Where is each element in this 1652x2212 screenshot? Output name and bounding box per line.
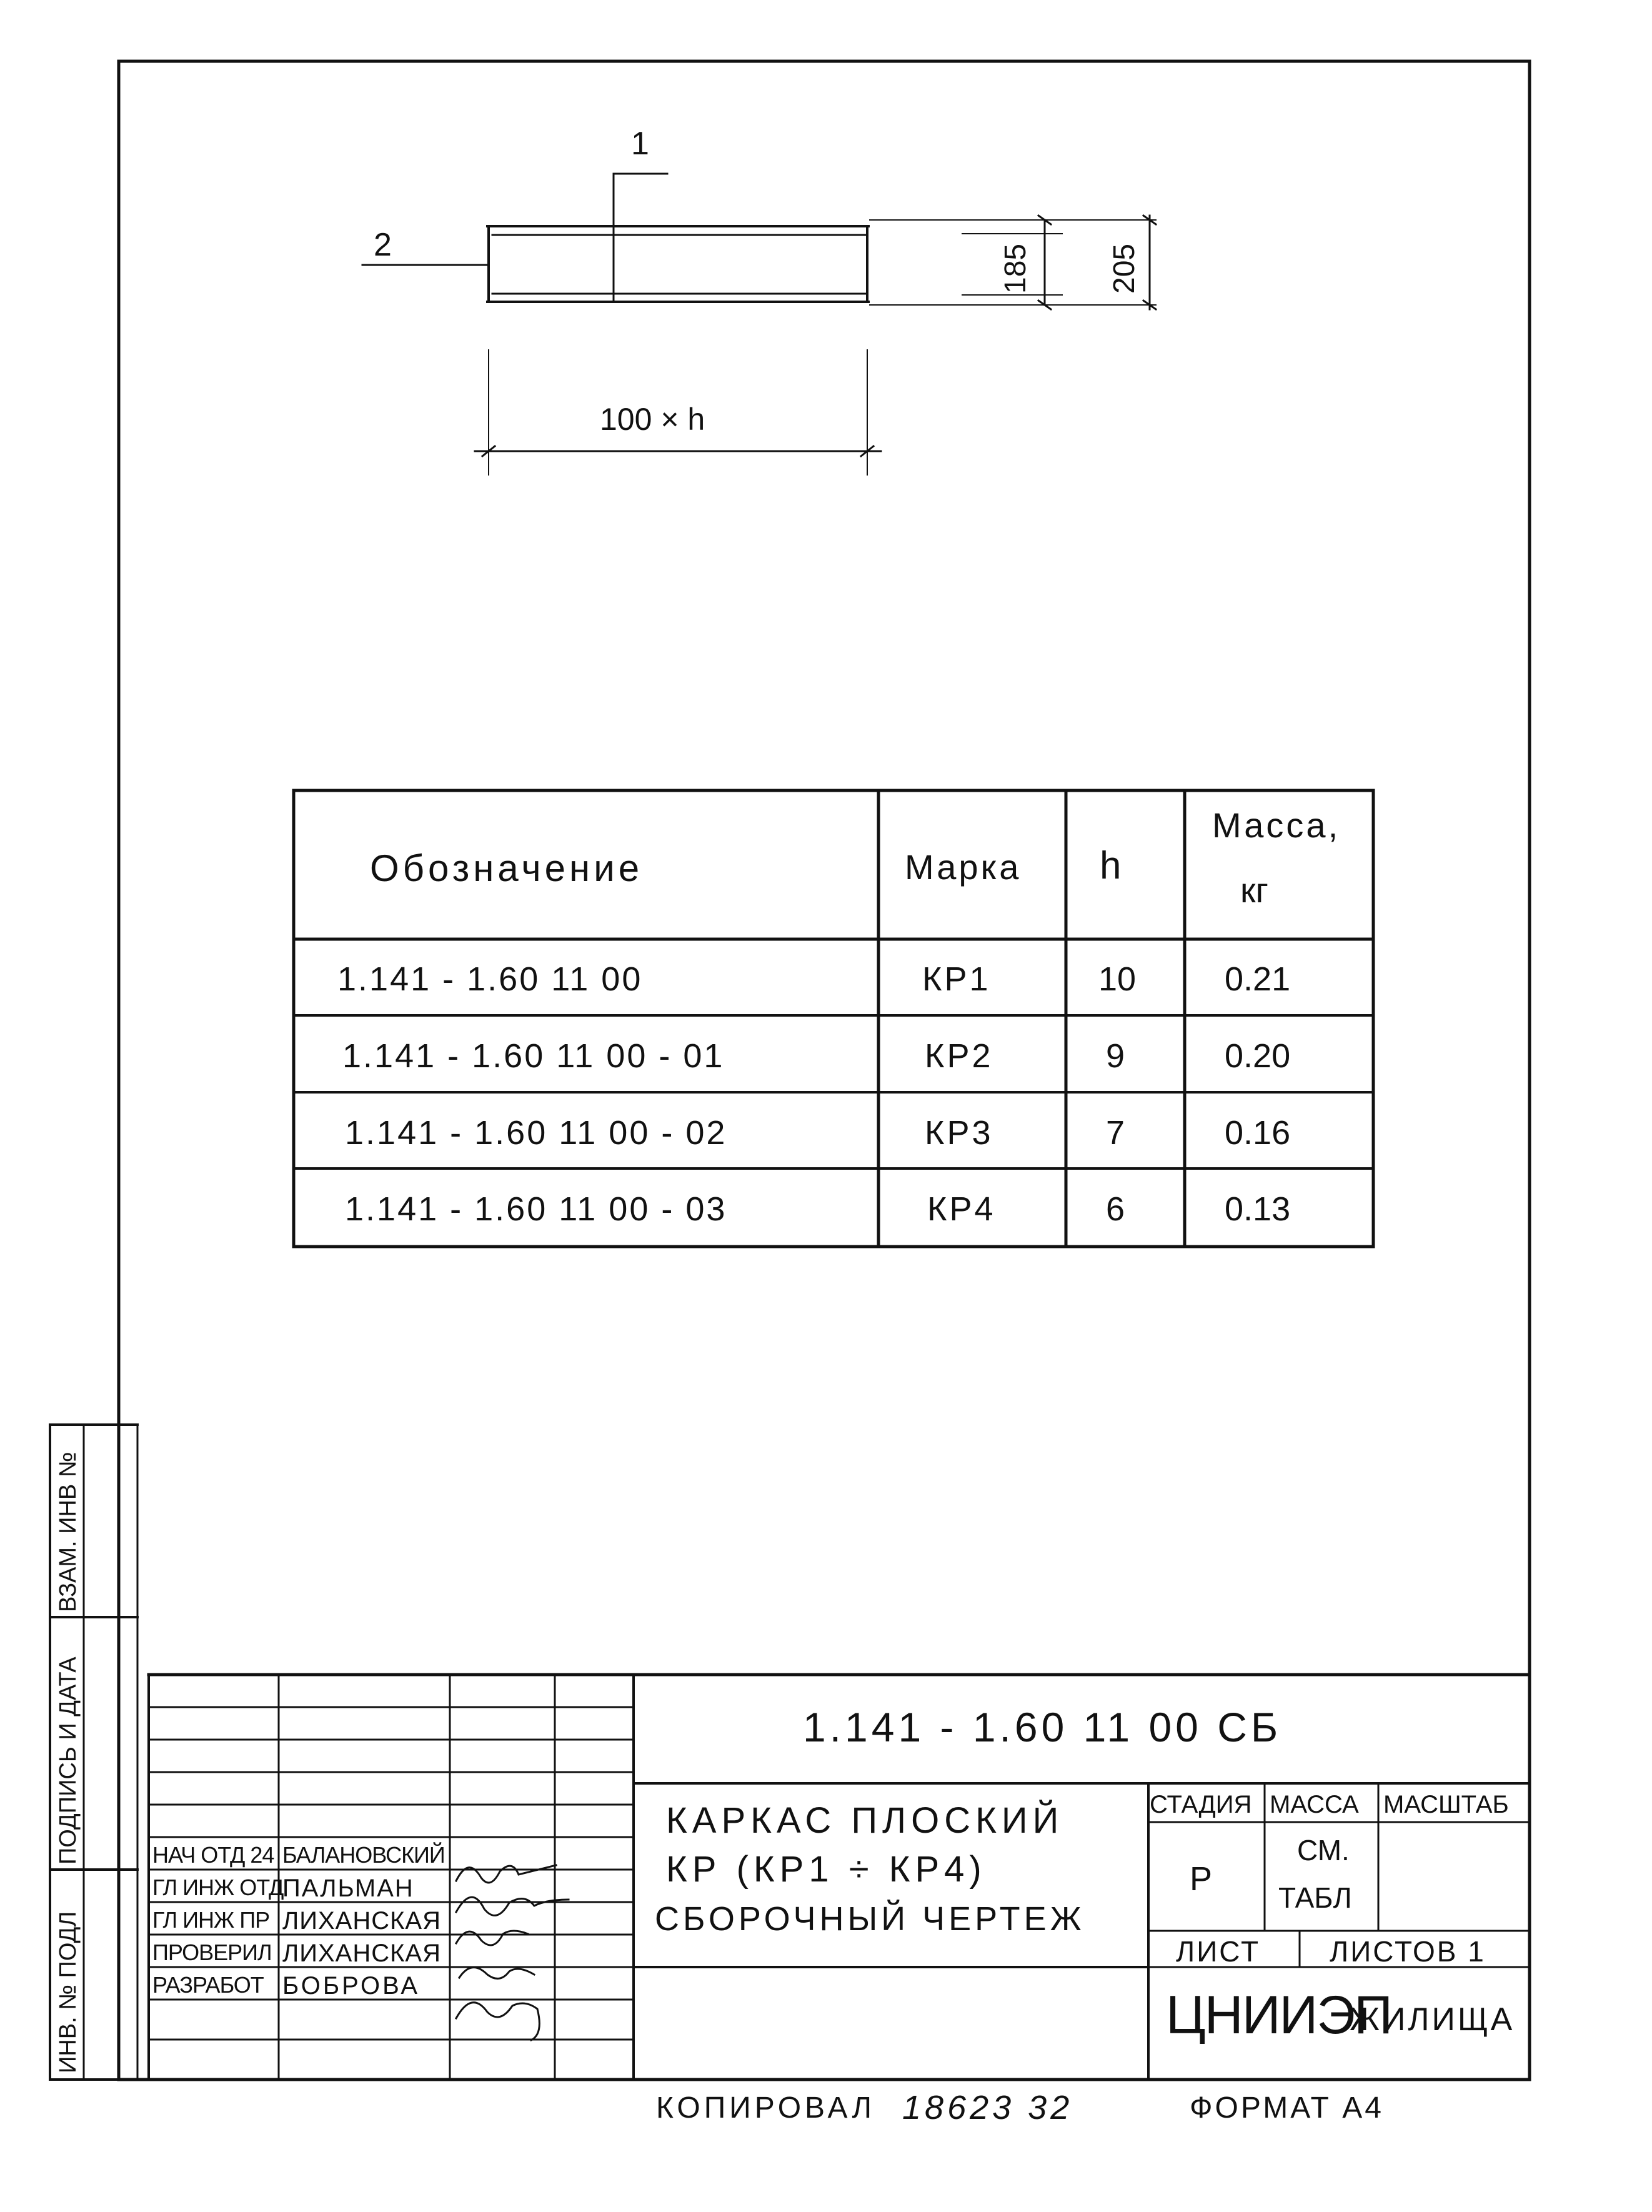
staff-role-2: ГЛ ИНЖ ОТД [152,1875,284,1900]
side-strip-vzam-label: ВЗАМ. ИНВ № [55,1452,81,1612]
mass-value-line-1: СМ. [1297,1834,1350,1866]
table-row-2-mark: КР2 [925,1037,993,1075]
side-strip-inv-podl-label: ИНВ. № ПОДЛ [55,1911,81,2073]
footer-copied-number: 18623 32 [902,2089,1073,2126]
doc-title-line-2: КР (КР1 ÷ КР4) [666,1849,987,1890]
staff-role-3: ГЛ ИНЖ ПР [152,1907,270,1933]
dim-185-label: 185 [999,243,1032,294]
table-header-mass-unit: кг [1240,870,1268,910]
table-row-2-h: 9 [1106,1037,1125,1075]
table-row-3-h: 7 [1106,1114,1125,1152]
table-row-3-designation: 1.141 - 1.60 11 00 - 02 [345,1114,727,1152]
staff-name-5: БОБРОВА [282,1972,420,2000]
sheet-frame [119,61,1530,2080]
table-header-h: h [1100,844,1122,887]
table-header-mass: Масса, [1212,805,1341,845]
table-row-4-designation: 1.141 - 1.60 11 00 - 03 [345,1190,727,1228]
table-header-mark: Марка [905,847,1022,887]
table-row-1-mass: 0.21 [1225,960,1291,998]
footer-format-label: ФОРМАТ А4 [1190,2091,1384,2125]
length-dimension-label: 100 × h [600,402,705,437]
staff-name-3: ЛИХАНСКАЯ [282,1907,441,1935]
table-row-1-mark: КР1 [922,960,991,998]
table-row-4-h: 6 [1106,1190,1125,1228]
dim-205-label: 205 [1108,243,1141,294]
stage-header: СТАДИЯ [1150,1791,1252,1818]
footer-copied-label: КОПИРОВАЛ [656,2091,876,2125]
table-row-3-mark: КР3 [925,1114,993,1152]
side-strip-podpis-label: ПОДПИСЬ И ДАТА [55,1657,81,1865]
callout-1-label: 1 [631,126,649,162]
callout-2-label: 2 [374,227,392,263]
sheet-label: ЛИСТ [1176,1935,1261,1968]
table-row-4-mark: КР4 [927,1190,996,1228]
mass-value-line-2: ТАБЛ [1278,1881,1352,1914]
staff-role-1: НАЧ ОТД 24 [152,1842,274,1868]
stage-value: Р [1190,1860,1213,1898]
scale-header: МАСШТАБ [1383,1791,1509,1818]
table-row-2-mass: 0.20 [1225,1037,1291,1075]
staff-name-1: БАЛАНОВСКИЙ [282,1842,445,1868]
doc-title-line-3: СБОРОЧНЫЙ ЧЕРТЕЖ [655,1900,1085,1938]
staff-name-4: ЛИХАНСКАЯ [282,1940,441,1967]
org-main-label: ЦНИИЭП [1166,1985,1391,2045]
staff-role-5: РАЗРАБОТ [152,1972,264,1998]
table-row-1-designation: 1.141 - 1.60 11 00 [337,960,643,998]
table-header-designation: Обозначение [370,847,644,889]
mass-header: МАССА [1270,1791,1359,1818]
frame-part-sketch [362,174,1156,475]
table-row-4-mass: 0.13 [1225,1190,1291,1228]
staff-role-4: ПРОВЕРИЛ [152,1940,272,1965]
table-row-1-h: 10 [1098,960,1137,998]
staff-name-2: ПАЛЬМАН [282,1875,414,1902]
sheets-count-label: ЛИСТОВ 1 [1330,1935,1486,1968]
table-row-2-designation: 1.141 - 1.60 11 00 - 01 [342,1037,725,1075]
org-sub-label: ЖИЛИЩА [1350,2001,1515,2038]
doc-title-line-1: КАРКАС ПЛОСКИЙ [666,1800,1064,1841]
doc-code: 1.141 - 1.60 11 00 СБ [803,1704,1282,1750]
table-row-3-mass: 0.16 [1225,1114,1291,1152]
signatures [456,1865,569,2040]
